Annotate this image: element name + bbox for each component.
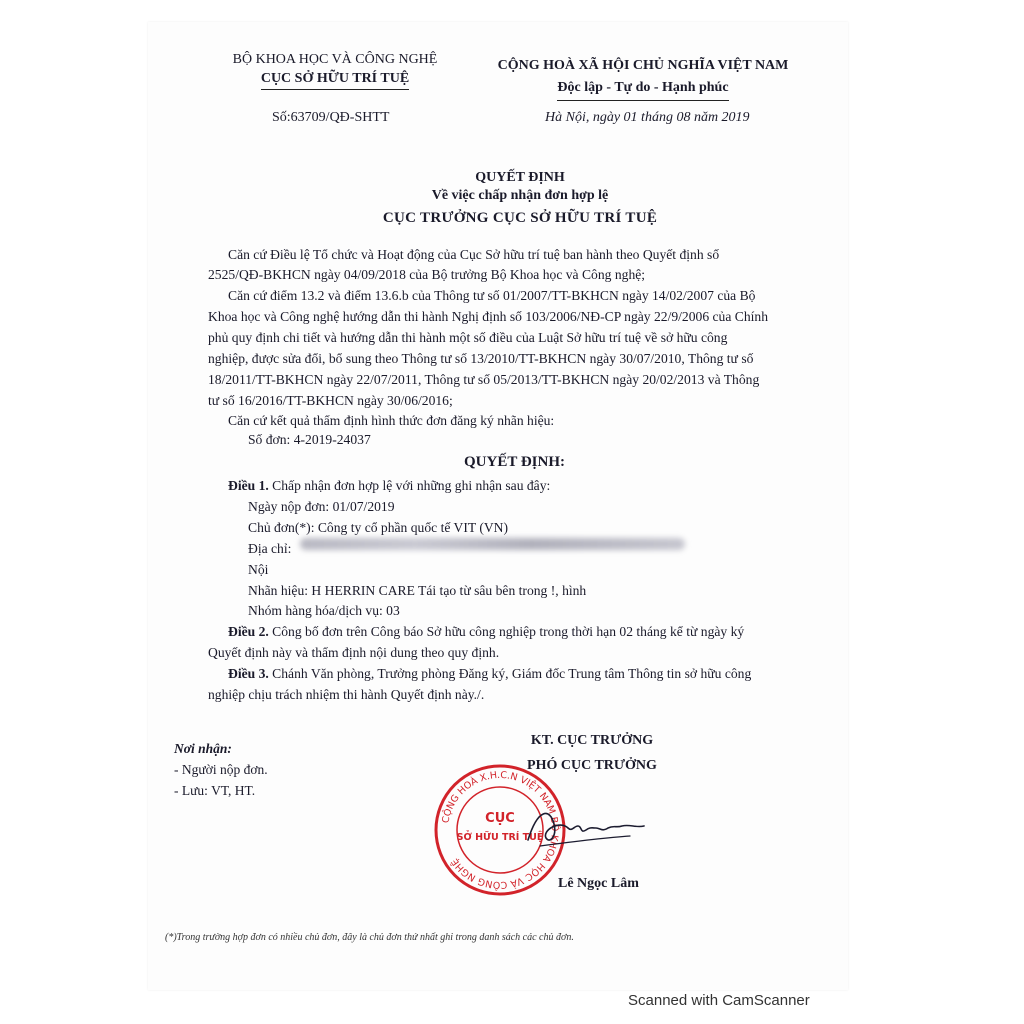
body-line: Căn cứ kết quả thẩm định hình thức đơn đăng ký nhãn hiệu:	[228, 413, 555, 428]
body-line: 18/2011/TT-BKHCN ngày 22/07/2011, Thông tư số 05/2013/TT-BKHCN ngày 20/02/2013 và Thông	[208, 372, 760, 387]
stamp-center-bottom: SỞ HỮU TRÍ TUỆ	[456, 832, 544, 843]
stamp-ring-text: CỘNG HOÀ X.H.C.N VIỆT NAM BỘ KHOA HỌC VÀ CÔNG NGHỆ	[440, 769, 561, 891]
filing-date: Ngày nộp đơn: 01/07/2019	[248, 499, 395, 514]
recipients	[174, 738, 268, 801]
motto: Độc lập - Tự do - Hạnh phúc	[557, 77, 728, 101]
signer-name: Lê Ngọc Lâm	[558, 876, 639, 891]
camscanner-watermark: Scanned with CamScanner	[628, 992, 810, 1009]
title-block	[300, 170, 740, 227]
authority-title: CỤC TRƯỞNG CỤC SỞ HỮU TRÍ TUỆ	[382, 210, 658, 226]
nation-header	[478, 55, 808, 101]
issuer-header	[200, 50, 470, 90]
body-line: Căn cứ Điều lệ Tổ chức và Hoạt động của Cục Sở hữu trí tuệ ban hành theo Quyết định số	[228, 247, 720, 262]
body-line: 2525/QĐ-BKHCN ngày 04/09/2018 của Bộ trưởng Bộ Khoa học và Công nghệ;	[208, 267, 646, 282]
body-line: phủ quy định chi tiết và hướng dẫn thi hành một số điều của Luật Sở hữu trí tuệ về sở hữu công	[208, 330, 728, 345]
article-1-label: Điều 1.	[228, 478, 269, 493]
nation-name: CỘNG HOÀ XÃ HỘI CHỦ NGHĨA VIỆT NAM	[497, 58, 789, 73]
article-2-label: Điều 2.	[228, 624, 269, 639]
document-number: Số:63709/QĐ-SHTT	[272, 110, 390, 125]
recipients-title: Nơi nhận:	[174, 741, 232, 756]
signer-title-1: KT. CỤC TRƯỞNG	[530, 733, 654, 748]
address-label: Địa chỉ:	[248, 541, 292, 556]
body-line: nghiệp, được sửa đổi, bổ sung theo Thông tư số 13/2010/TT-BKHCN ngày 30/07/2010, Thông tư số	[208, 351, 754, 366]
article-3-cont: nghiệp chịu trách nhiệm thi hành Quyết định này./.	[208, 687, 485, 702]
article-2-text: Công bố đơn trên Công báo Sở hữu công nghiệp trong thời hạn 02 tháng kể từ ngày ký	[268, 624, 745, 639]
article-2	[228, 624, 744, 640]
article-3-text: Chánh Văn phòng, Trưởng phòng Đăng ký, Giám đốc Trung tâm Thông tin sở hữu công	[268, 666, 752, 681]
article-1-text: Chấp nhận đơn hợp lệ với những ghi nhận sau đây:	[268, 478, 551, 493]
office-name: CỤC SỞ HỮU TRÍ TUỆ	[261, 69, 409, 90]
application-number: Số đơn: 4-2019-24037	[248, 432, 371, 447]
applicant: Chủ đơn(*): Công ty cổ phần quốc tế VIT (VN)	[248, 520, 509, 535]
article-1	[228, 478, 550, 494]
body-line: Khoa học và Công nghệ hướng dẫn thi hành Nghị định số 103/2006/NĐ-CP ngày 22/9/2006 của Chính	[208, 309, 769, 324]
goods-class: Nhóm hàng hóa/dịch vụ: 03	[248, 603, 400, 618]
document-date: Hà Nội, ngày 01 tháng 08 năm 2019	[545, 110, 750, 125]
decides-heading: QUYẾT ĐỊNH:	[464, 454, 565, 470]
article-3	[228, 666, 751, 682]
signer-title-2: PHÓ CỤC TRƯỞNG	[527, 758, 657, 773]
ministry-name: BỘ KHOA HỌC VÀ CÔNG NGHỆ	[232, 52, 438, 67]
stamp-center-top: CỤC	[485, 811, 515, 826]
decision-subject: Về việc chấp nhận đơn hợp lệ	[431, 188, 609, 203]
article-2-cont: Quyết định này và thẩm định nội dung theo quy định.	[208, 645, 500, 660]
handwritten-signature	[520, 798, 650, 858]
recipient-item: - Người nộp đơn.	[174, 762, 268, 777]
decision-title: QUYẾT ĐỊNH	[475, 170, 565, 185]
redacted-address	[300, 538, 685, 550]
address-end: Nội	[248, 562, 269, 577]
footnote: (*)Trong trường hợp đơn có nhiều chủ đơn, đây là chủ đơn thứ nhất ghi trong danh sách các chủ đơn.	[165, 932, 574, 943]
article-3-label: Điều 3.	[228, 666, 269, 681]
recipient-item: - Lưu: VT, HT.	[174, 783, 256, 798]
body-line: tư số 16/2016/TT-BKHCN ngày 30/06/2016;	[208, 393, 453, 408]
body-line: Căn cứ điểm 13.2 và điểm 13.6.b của Thông tư số 01/2007/TT-BKHCN ngày 14/02/2007 của Bộ	[228, 288, 756, 303]
trademark: Nhãn hiệu: H HERRIN CARE Tái tạo từ sâu bên trong !, hình	[248, 583, 587, 598]
